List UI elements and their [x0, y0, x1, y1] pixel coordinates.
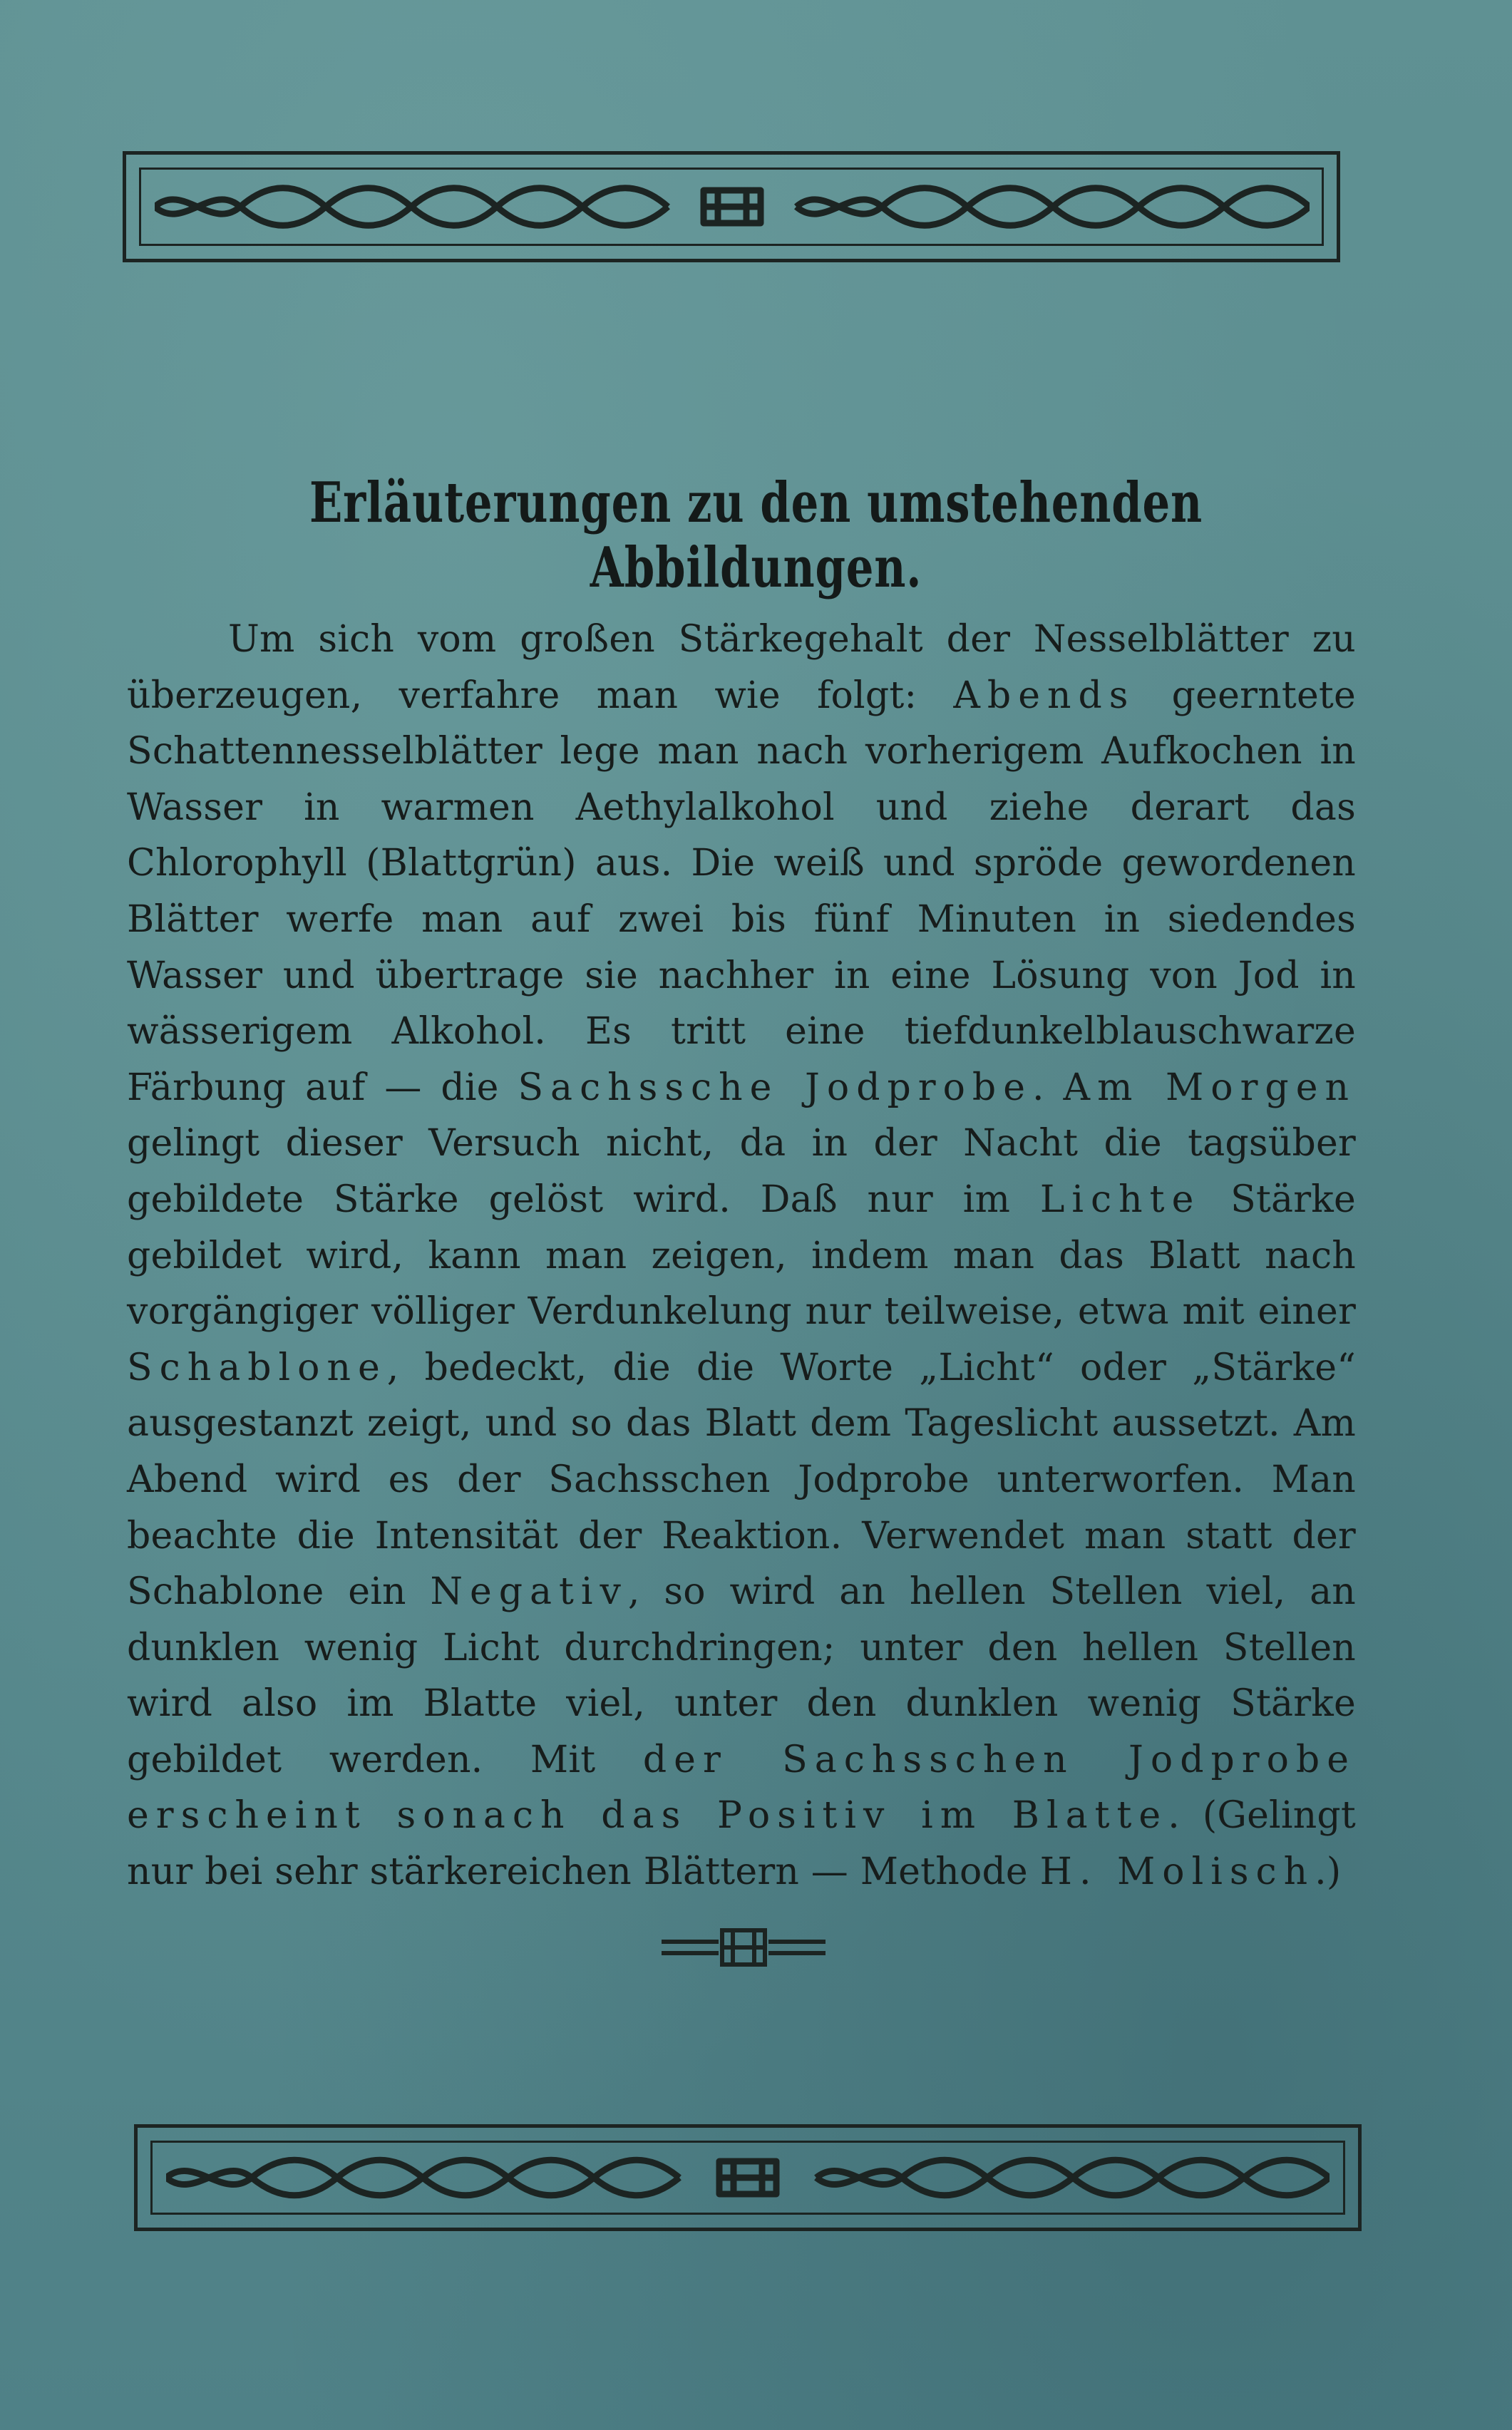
text-segment: , bedeckt, die die Worte „Licht“ oder „Stärke“ ausgestanzt zeigt, und so das Blatt dem Tageslicht aussetzt. Am Abend wird es der Sachsschen Jodprobe unterworfen. Man beachte die Intensität der Reaktion. Verwendet man statt der Schablone ein	[127, 1346, 1356, 1614]
page-title: Erläuterungen zu den umstehenden Abbildungen.	[309, 470, 1203, 600]
emphasized-text: der Sachsschen Jodprobe erscheint sonach das Positiv im Blatte	[127, 1738, 1356, 1838]
emphasized-text: Abends	[953, 674, 1136, 717]
text-segment: .)	[1315, 1850, 1342, 1894]
emphasized-text: Schablone	[127, 1346, 387, 1389]
text-segment: geerntete Schattennesselblätter lege man nach vorherigem Aufkochen in Wasser in warmen Aethylalkohol und ziehe derart das Chlorophyll (Blattgrün) aus. Die weiß und spröde gewordenen Blätter werfe man auf zwei bis fünf Minuten in siedendes Wasser und übertrage sie nachher in eine Lösung von Jod in wässerigem Alkohol. Es tritt eine tiefdunkelblauschwarze Färbung auf — die	[127, 674, 1356, 1109]
text-segment: Um sich vom großen Stärkegehalt der Nesselblätter zu überzeugen, verfahre man wie folgt:	[127, 618, 1356, 717]
emphasized-text: Sachssche Jodprobe	[518, 1066, 1032, 1109]
text-segment: Stärke gebildet wird, kann man zeigen, indem man das Blatt nach vorgängiger völliger Verdunkelung nur teilweise, etwa mit einer	[127, 1178, 1356, 1334]
text-segment: . (Gelingt nur bei sehr stärkereichen Blättern — Methode	[127, 1794, 1356, 1894]
top-ornamental-border	[123, 151, 1340, 262]
knotwork-ornament-icon	[155, 182, 1310, 232]
knotwork-ornament-icon	[166, 2154, 1330, 2201]
emphasized-text: Lichte	[1039, 1178, 1201, 1221]
explanation-paragraph	[127, 612, 1356, 1900]
bottom-ornamental-border	[134, 2124, 1362, 2231]
emphasized-text: Negativ	[430, 1570, 628, 1614]
text-segment: , so wird an hellen Stellen viel, an dunklen wenig Licht durchdringen; unter den hellen Stellen wird also im Blatte viel, unter den dunklen wenig Stärke gebildet werden. Mit	[127, 1570, 1356, 1781]
text-segment: gelingt dieser Versuch nicht, da in der Nacht die tagsüber gebildete Stärke gelöst wird. Daß nur im	[127, 1122, 1356, 1221]
emphasized-text: Am Morgen	[1063, 1066, 1356, 1109]
emphasized-text: H. Molisch	[1039, 1850, 1315, 1894]
divider-ornament-icon	[662, 1926, 826, 1969]
text-segment: .	[1032, 1066, 1064, 1109]
